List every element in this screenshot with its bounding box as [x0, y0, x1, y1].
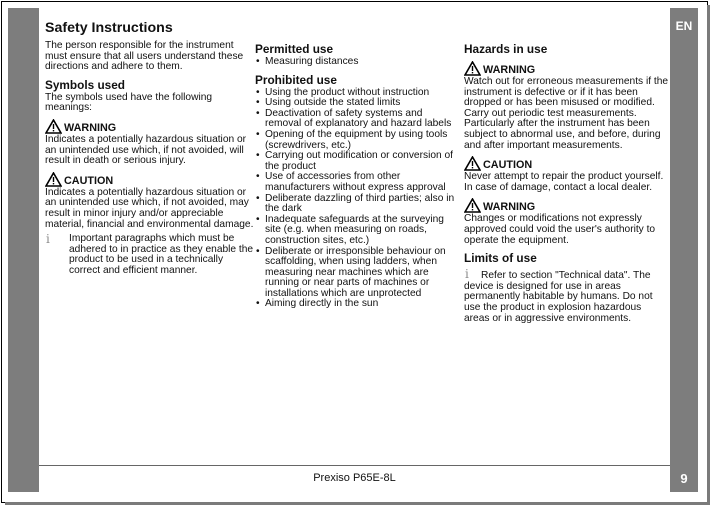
- warning-description: Watch out for erroneous measurements if the instrument is defective or if it has been dropped or has been misused or modified. Carry out periodic test measurements. Particularly after the instrument has been subject to abnormal use, and before, during and after important measurements.: [464, 76, 669, 151]
- info-note: [464, 269, 669, 324]
- info-icon: i: [465, 267, 469, 282]
- limits-of-use-heading: Limits of use: [464, 251, 537, 266]
- permitted-use-list: [255, 57, 460, 68]
- list-item: • Inadequate safeguards at the surveying site (e.g. when measuring on roads, construction sites, etc.): [255, 215, 460, 247]
- permitted-use-heading: Permitted use: [255, 42, 334, 56]
- warning-triangle-icon: [464, 61, 481, 76]
- page-shadow: [707, 5, 710, 503]
- list-item: • Carrying out modification or conversion of the product: [255, 151, 460, 172]
- caution-description: Indicates a potentially hazardous situation or an unintended use which, if not avoided, may result in minor injury and/or appreciable material, financial and environmental damage.: [45, 186, 254, 230]
- symbols-paragraph: The symbols used have the following meanings:: [45, 91, 213, 114]
- list-item: • Using the product without instruction: [255, 88, 460, 99]
- warning-label: WARNING: [483, 64, 536, 76]
- caution-label: CAUTION: [64, 174, 114, 187]
- list-item: • Measuring distances: [255, 57, 460, 68]
- list-item: • Opening of the equipment by using tools (screwdrivers, etc.): [255, 130, 460, 151]
- column-2: [255, 43, 460, 310]
- left-margin-bar: [8, 8, 39, 492]
- footer-divider: [39, 465, 670, 466]
- caution-triangle-icon: [464, 156, 481, 171]
- intro-paragraph: The person responsible for the instrument must ensure that all users understand these directions and adhere to them.: [45, 40, 244, 73]
- language-tab: EN: [675, 19, 693, 33]
- warning-label: WARNING: [64, 121, 117, 134]
- warning-signal: [45, 119, 255, 134]
- warning-signal: [464, 198, 669, 213]
- page-title: Safety Instructions: [45, 20, 173, 36]
- warning-triangle-icon: [464, 198, 481, 213]
- caution-label: CAUTION: [483, 159, 533, 172]
- limits-description: The device is designed for use in areas permanently habitable by humans. Do not use the product in explosion hazardous areas or in aggressive environments.: [464, 270, 653, 324]
- list-item: • Deactivation of safety systems and removal of explanatory and hazard labels: [255, 109, 460, 130]
- caution-signal: [464, 156, 669, 171]
- hazards-heading: Hazards in use: [464, 42, 548, 56]
- footer-product-name: Prexiso P65E-8L: [313, 472, 396, 484]
- warning-description: Indicates a potentially hazardous situation or an unintended use which, if not avoided, will result in death or serious injury.: [45, 133, 247, 167]
- list-item: • Deliberate or irresponsible behaviour on scaffolding, when using ladders, when measuring near machines which are running or near parts of machines or installations which are unprotected: [255, 247, 460, 300]
- list-item: • Using outside the stated limits: [255, 98, 460, 109]
- list-item: • Use of accessories from other manufacturers without express approval: [255, 172, 460, 193]
- prohibited-use-heading: Prohibited use: [255, 72, 337, 87]
- right-margin-bar: [670, 8, 698, 492]
- column-3: [464, 43, 669, 324]
- list-item: • Deliberate dazzling of third parties; also in the dark: [255, 194, 460, 215]
- info-note: [45, 234, 255, 276]
- limits-reference: Refer to section "Technical data".: [481, 270, 631, 282]
- caution-signal: [45, 172, 255, 187]
- info-text: Important paragraphs which must be adhered to in practice as they enable the product to be used in a technically correct and efficient manner.: [69, 233, 254, 276]
- caution-triangle-icon: [45, 172, 62, 187]
- warning-label: WARNING: [483, 201, 536, 214]
- list-item: • Aiming directly in the sun: [255, 299, 460, 310]
- column-1: [45, 20, 255, 277]
- page-number: 9: [680, 471, 688, 486]
- caution-description: Never attempt to repair the product yourself. In case of damage, contact a local dealer.: [464, 171, 664, 193]
- warning-description: Changes or modifications not expressly approved could void the user's authority to operate the equipment.: [464, 213, 656, 246]
- symbols-heading: Symbols used: [45, 77, 125, 92]
- warning-triangle-icon: [45, 119, 62, 134]
- prohibited-use-list: [255, 88, 460, 310]
- info-icon: i: [46, 232, 50, 247]
- warning-signal: [464, 61, 669, 76]
